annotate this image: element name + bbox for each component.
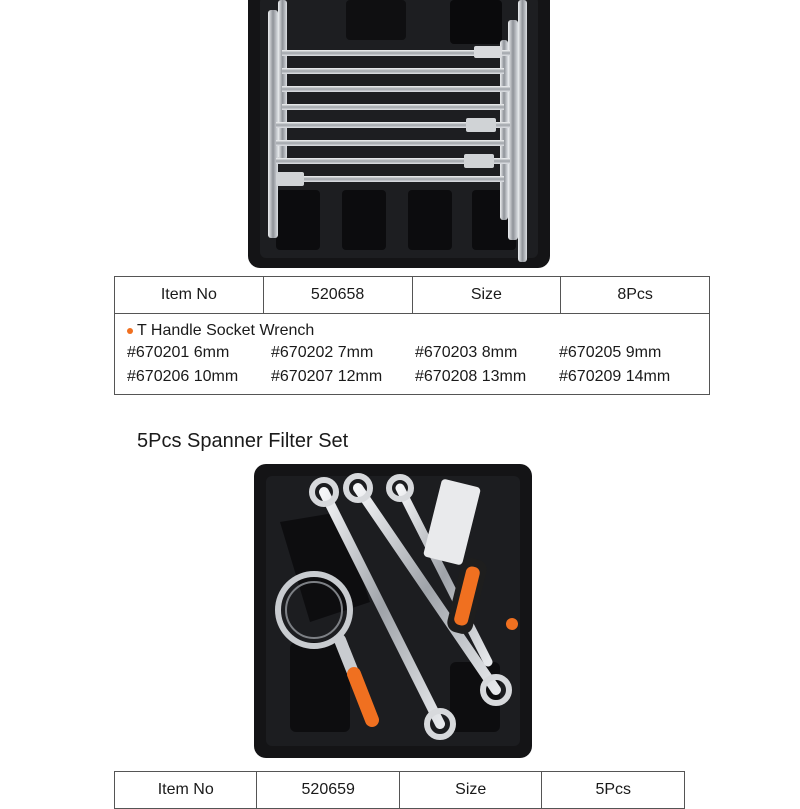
code-item: #670201 6mm [127, 344, 230, 361]
code-item: #670208 13mm [415, 368, 527, 385]
orange-bullet-icon [127, 328, 133, 334]
size-value: 8Pcs [561, 277, 710, 314]
code-item: #670209 14mm [559, 368, 671, 385]
section-title: 5Pcs Spanner Filter Set [137, 430, 349, 452]
table-header-row [115, 277, 710, 314]
item-no-label: Item No [115, 772, 257, 809]
contents-cell [115, 314, 710, 395]
t-handle-wrench-tray-image [246, 0, 552, 270]
contents-row [115, 314, 710, 395]
code-list [127, 344, 699, 386]
code-item: #670205 9mm [559, 344, 662, 361]
table-header-row [115, 772, 685, 809]
item-no-value: 520659 [257, 772, 400, 809]
code-item: #670202 7mm [271, 344, 374, 361]
size-label: Size [400, 772, 542, 809]
product-name-line [127, 322, 699, 340]
item-no-value: 520658 [263, 277, 412, 314]
size-value: 5Pcs [542, 772, 685, 809]
spec-table-520658 [114, 276, 710, 395]
code-item: #670207 12mm [271, 368, 383, 385]
item-no-label: Item No [115, 277, 264, 314]
code-item: #670203 8mm [415, 344, 518, 361]
spec-table-520659 [114, 771, 685, 809]
spanner-filter-tray-image [250, 462, 534, 762]
code-item: #670206 10mm [127, 368, 239, 385]
product-name: T Handle Socket Wrench [137, 322, 315, 339]
size-label: Size [412, 277, 561, 314]
